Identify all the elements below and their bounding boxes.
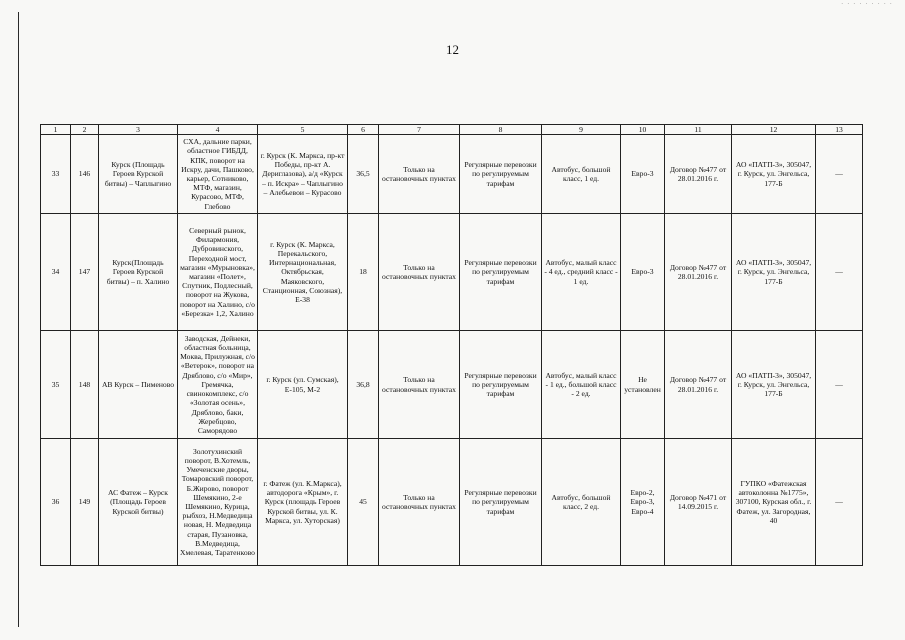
scan-corner-marks: · · · · · · · · · xyxy=(841,0,893,8)
table-cell: Договор №477 от 28.01.2016 г. xyxy=(665,331,732,439)
table-cell: Только на остановочных пунктах xyxy=(379,214,460,331)
table-cell: г. Курск (К. Маркса, пр-кт Победы, пр-кт А. Дериглазова), а/д «Курск – п. Искра» – Чаплыгино – Алебьевои – Курасово xyxy=(258,135,348,214)
table-cell: Только на остановочных пунктах xyxy=(379,439,460,566)
table-cell: Курск(Площадь Героев Курской битвы) – п. Халино xyxy=(99,214,178,331)
column-header: 6 xyxy=(348,125,379,135)
page-number: 12 xyxy=(446,42,459,57)
table-cell: АВ Курск – Пименово xyxy=(99,331,178,439)
table-cell: 148 xyxy=(71,331,99,439)
table-cell: 33 xyxy=(41,135,71,214)
table-cell: Золотухинский поворот, В.Хотемль, Умеченские дворы, Томаровский поворот, Б.Жирово, поворот Шемякино, 2-е Шемякино, Курица, рыбхоз, Н.Медведица новая, Н. Медведица старая, Пузановка, В.Медведица, Хмелевая, Таратенково xyxy=(178,439,258,566)
table-cell: — xyxy=(816,214,863,331)
table-cell: СХА, дальние парки, областное ГИБДД, КПК, поворот на Искру, дачи, Пашково, карьер, Сотниково, МТФ, магазин, Курасово, МТФ, Глебово xyxy=(178,135,258,214)
table-cell: Северный рынок, Филармония, Дубровинского, Переходной мост, магазин «Мурыновка», магазин «Полет», Спутник, Подлесный, поворот на Жукова, поворот на Халино, с/о «Березка» 1,2, Халино xyxy=(178,214,258,331)
table-cell: АС Фатеж – Курск (Площадь Героев Курской битвы) xyxy=(99,439,178,566)
table-cell: Только на остановочных пунктах xyxy=(379,135,460,214)
table-cell: Автобус, большой класс, 2 ед. xyxy=(542,439,621,566)
table-cell: АО «ПАТП-3», 305047, г. Курск, ул. Энгельса, 177-Б xyxy=(732,135,816,214)
table-cell: 35 xyxy=(41,331,71,439)
table-cell: г. Фатеж (ул. К.Маркса), автодорога «Крым», г. Курск (площадь Героев Курской битвы, ул. К. Маркса, ул. Хуторская) xyxy=(258,439,348,566)
table-cell: 147 xyxy=(71,214,99,331)
table-cell: Не установлен xyxy=(621,331,665,439)
table-cell: Евро-3 xyxy=(621,214,665,331)
routes-table xyxy=(40,124,863,566)
table-row xyxy=(41,331,863,439)
table-cell: — xyxy=(816,135,863,214)
table-cell: 45 xyxy=(348,439,379,566)
table-cell: 146 xyxy=(71,135,99,214)
column-header: 12 xyxy=(732,125,816,135)
table-cell: Договор №477 от 28.01.2016 г. xyxy=(665,135,732,214)
table-row xyxy=(41,214,863,331)
table-cell: Евро-3 xyxy=(621,135,665,214)
column-header: 10 xyxy=(621,125,665,135)
table-cell: Автобус, малый класс - 4 ед., средний класс - 1 ед. xyxy=(542,214,621,331)
table-cell: Регулярные перевозки по регулируемым тарифам xyxy=(460,214,542,331)
table-cell: Автобус, малый класс - 1 ед., большой класс - 2 ед. xyxy=(542,331,621,439)
table-cell: ГУПКО «Фатежская автоколонна №1775», 307100, Курская обл., г. Фатеж, ул. Загородная, 40 xyxy=(732,439,816,566)
table-cell: АО «ПАТП-3», 305047, г. Курск, ул. Энгельса, 177-Б xyxy=(732,214,816,331)
column-header: 13 xyxy=(816,125,863,135)
table-cell: 149 xyxy=(71,439,99,566)
table-cell: г. Курск (ул. Сумская), Е-105, М-2 xyxy=(258,331,348,439)
table-cell: 36 xyxy=(41,439,71,566)
column-header: 4 xyxy=(178,125,258,135)
table-header-row xyxy=(41,125,863,135)
table-cell: АО «ПАТП-3», 305047, г. Курск, ул. Энгельса, 177-Б xyxy=(732,331,816,439)
table-cell: — xyxy=(816,439,863,566)
table-cell: Заводская, Дейнеки, областная больница, Моква, Прилужная, с/о «Ветерок», поворот на Дрябловo, с/о «Мир», Гремячка, свинокомплекс, с/о «Золотая осень», Дряблово, баки, Жеребцово, Саморядово xyxy=(178,331,258,439)
column-header: 8 xyxy=(460,125,542,135)
table-cell: 34 xyxy=(41,214,71,331)
table-cell: Договор №471 от 14.09.2015 г. xyxy=(665,439,732,566)
column-header: 1 xyxy=(41,125,71,135)
table-cell: Регулярные перевозки по регулируемым тарифам xyxy=(460,135,542,214)
scan-left-edge-line xyxy=(18,12,19,627)
table-cell: 36,8 xyxy=(348,331,379,439)
table-cell: Только на остановочных пунктах xyxy=(379,331,460,439)
table-cell: 18 xyxy=(348,214,379,331)
table-cell: Договор №477 от 28.01.2016 г. xyxy=(665,214,732,331)
column-header: 2 xyxy=(71,125,99,135)
table-cell: — xyxy=(816,331,863,439)
table-cell: Курск (Площадь Героев Курской битвы) – Чаплыгино xyxy=(99,135,178,214)
table-cell: Регулярные перевозки по регулируемым тарифам xyxy=(460,439,542,566)
table-cell: г. Курск (К. Маркса, Перекальского, Интернациональная, Октябрьская, Маяковского, Станционная, Союзная), Е-38 xyxy=(258,214,348,331)
column-header: 3 xyxy=(99,125,178,135)
table-row xyxy=(41,439,863,566)
table-cell: Евро-2, Евро-3, Евро-4 xyxy=(621,439,665,566)
table-cell: Автобус, большой класс, 1 ед. xyxy=(542,135,621,214)
table-cell: 36,5 xyxy=(348,135,379,214)
column-header: 9 xyxy=(542,125,621,135)
column-header: 11 xyxy=(665,125,732,135)
table-row xyxy=(41,135,863,214)
table-cell: Регулярные перевозки по регулируемым тарифам xyxy=(460,331,542,439)
column-header: 7 xyxy=(379,125,460,135)
column-header: 5 xyxy=(258,125,348,135)
